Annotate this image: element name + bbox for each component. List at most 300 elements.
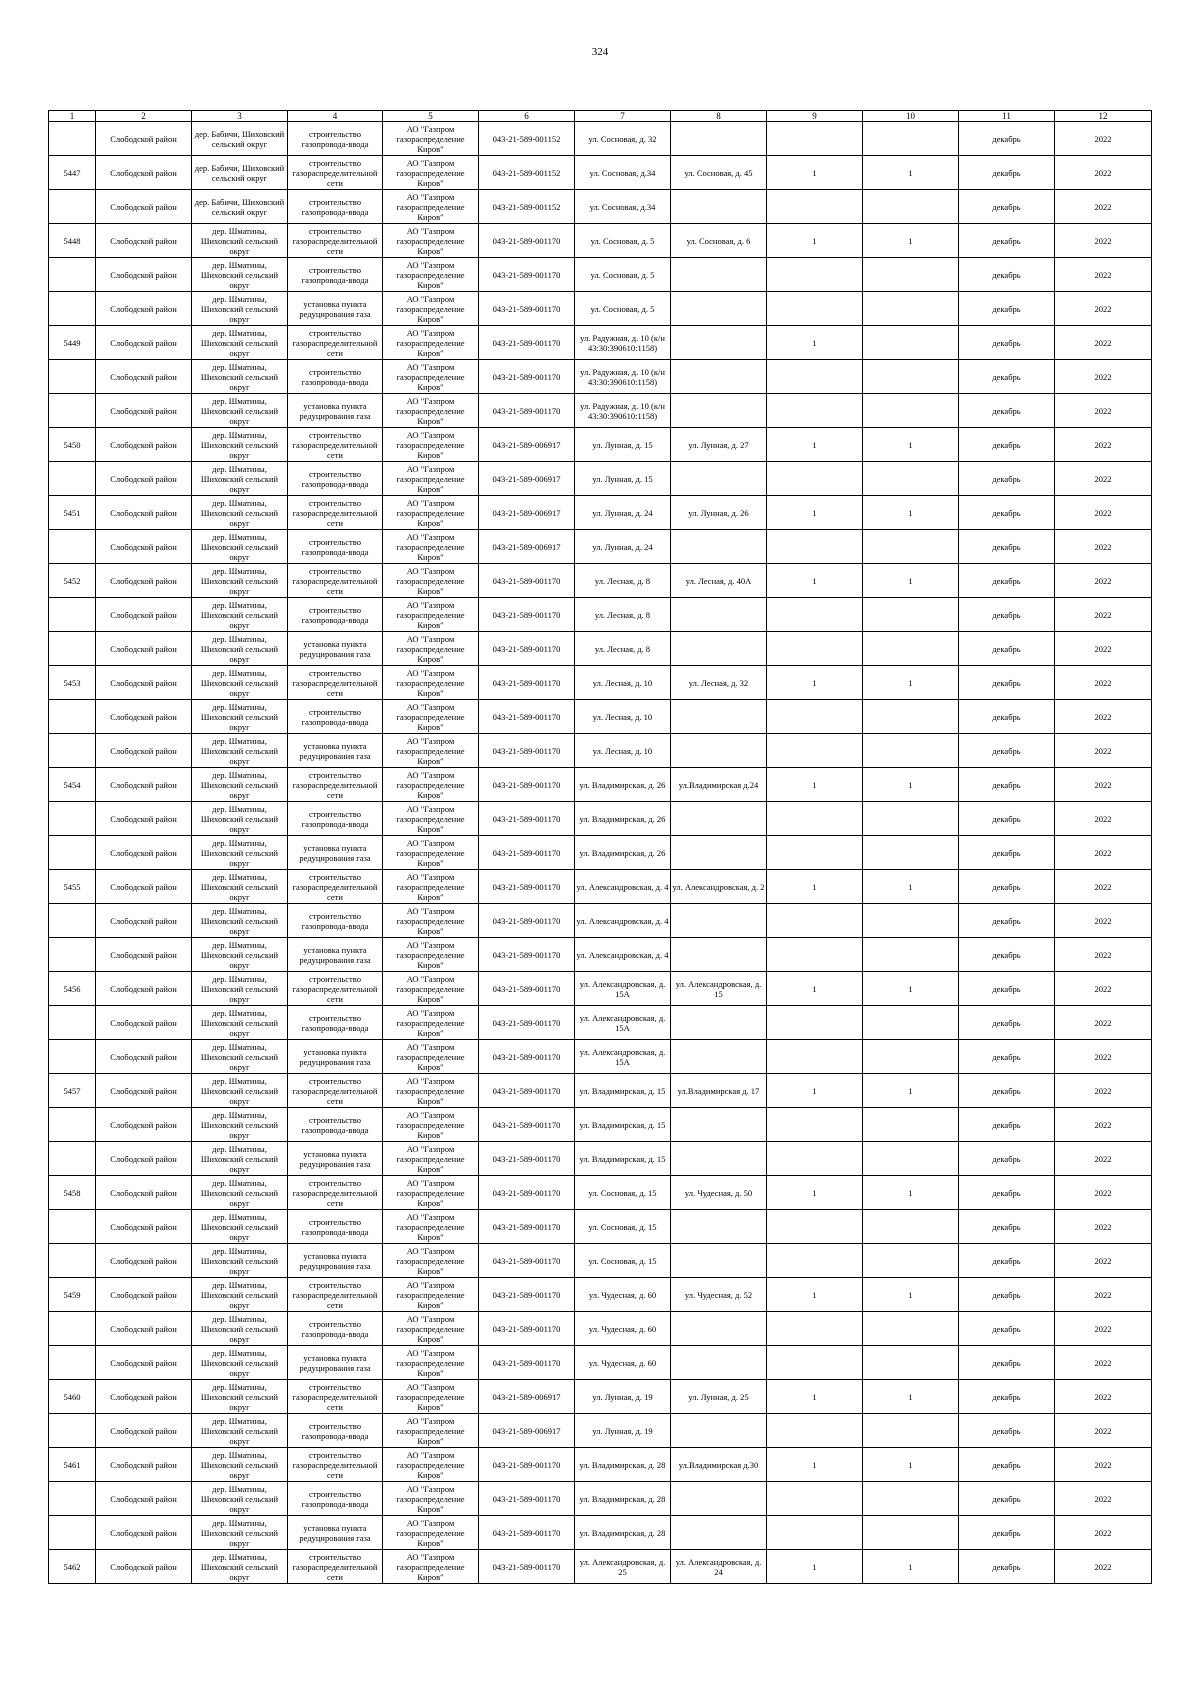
table-cell (96, 1278, 192, 1312)
table-cell (767, 462, 863, 496)
table-cell (383, 904, 479, 938)
cell-text: декабрь (992, 235, 1021, 246)
table-cell (863, 1210, 959, 1244)
cell-text: установка пункта редуцирования газа (299, 638, 371, 659)
cell-text: ул. Сосновая, д. 15 (588, 1187, 657, 1198)
table-cell (192, 1414, 288, 1448)
cell-text: АО "Газпром газораспределение Киров" (396, 1381, 465, 1412)
table-cell (863, 190, 959, 224)
cell-text: ул. Владимирская, д. 28 (579, 1493, 666, 1504)
table-cell (49, 1516, 96, 1550)
table-cell (863, 258, 959, 292)
cell-text: ул. Владимирская, д. 26 (579, 779, 666, 790)
cell-text: 5451 (63, 507, 81, 518)
cell-text: декабрь (992, 847, 1021, 858)
table-cell (288, 1448, 383, 1482)
cell-text: ул. Лунная, д. 19 (592, 1391, 653, 1402)
table-cell (192, 632, 288, 666)
table-cell (288, 802, 383, 836)
cell-text: 043-21-589-001170 (492, 881, 561, 892)
table-cell (479, 768, 575, 802)
table-cell (479, 156, 575, 190)
cell-text: АО "Газпром газораспределение Киров" (396, 395, 465, 426)
cell-text: 043-21-589-001170 (492, 1561, 561, 1572)
cell-text: декабрь (992, 1221, 1021, 1232)
table-cell (959, 1040, 1055, 1074)
table-cell (575, 1108, 671, 1142)
table-cell (575, 292, 671, 326)
table-cell (959, 768, 1055, 802)
cell-text: 043-21-589-001152 (492, 167, 561, 178)
cell-text: ул. Александровская, д. 24 (675, 1556, 762, 1577)
cell-text: ул. Владимирская, д. 15 (579, 1085, 666, 1096)
cell-text: 043-21-589-001170 (492, 1459, 561, 1470)
table-cell (767, 394, 863, 428)
cell-text: декабрь (992, 1323, 1021, 1334)
table-cell (575, 1278, 671, 1312)
table-row (49, 1448, 1152, 1482)
cell-text: дер. Шматины, Шиховский сельский округ (200, 1449, 279, 1480)
table-cell (49, 1414, 96, 1448)
cell-text: АО "Газпром газораспределение Киров" (396, 429, 465, 460)
cell-text: дер. Шматины, Шиховский сельский округ (200, 1109, 279, 1140)
cell-text: Слободской район (110, 779, 177, 790)
table-cell (959, 1414, 1055, 1448)
table-cell (767, 632, 863, 666)
cell-text: 2022 (1094, 1527, 1112, 1538)
cell-text: 1 (908, 1085, 913, 1096)
cell-text: ул. Лунная, д. 27 (688, 439, 749, 450)
table-cell (479, 1482, 575, 1516)
table-cell (192, 734, 288, 768)
cell-text: строительство газопровода-ввода (301, 536, 369, 557)
table-cell (479, 938, 575, 972)
table-cell (288, 870, 383, 904)
table-row (49, 734, 1152, 768)
cell-text: декабрь (992, 1153, 1021, 1164)
table-cell (1055, 496, 1152, 530)
table-cell (671, 190, 767, 224)
cell-text: 2022 (1094, 1017, 1112, 1028)
table-cell (383, 1414, 479, 1448)
table-cell (959, 394, 1055, 428)
cell-text: ул. Сосновая, д.34 (589, 201, 656, 212)
table-cell (959, 836, 1055, 870)
cell-text: Слободской район (110, 643, 177, 654)
cell-text: ул. Александровская, д. 15А (579, 978, 666, 999)
table-cell (767, 156, 863, 190)
table-cell (575, 768, 671, 802)
cell-text: АО "Газпром газораспределение Киров" (396, 225, 465, 256)
table-cell (1055, 1244, 1152, 1278)
table-cell (96, 666, 192, 700)
cell-text: 1 (908, 507, 913, 518)
table-cell (96, 598, 192, 632)
cell-text: дер. Шматины, Шиховский сельский округ (200, 395, 279, 426)
table-cell (96, 428, 192, 462)
table-cell (863, 326, 959, 360)
cell-text: декабрь (992, 1119, 1021, 1130)
table-cell (383, 1482, 479, 1516)
cell-text: 1 (812, 235, 817, 246)
table-cell (49, 428, 96, 462)
table-cell (863, 496, 959, 530)
cell-text: дер. Шматины, Шиховский сельский округ (200, 1517, 279, 1548)
table-cell (863, 1448, 959, 1482)
cell-text: декабрь (992, 1391, 1021, 1402)
table-cell (383, 1176, 479, 1210)
cell-text: 5459 (63, 1289, 81, 1300)
table-cell (1055, 972, 1152, 1006)
table-cell (288, 1074, 383, 1108)
table-cell (671, 1040, 767, 1074)
table-cell (863, 768, 959, 802)
cell-text: АО "Газпром газораспределение Киров" (396, 769, 465, 800)
table-cell (1055, 326, 1152, 360)
table-cell (671, 428, 767, 462)
table-cell (192, 1550, 288, 1584)
cell-text: 1 (908, 983, 913, 994)
table-cell (479, 394, 575, 428)
cell-text: 1 (812, 1459, 817, 1470)
cell-text: 043-21-589-006917 (492, 507, 561, 518)
cell-text: дер. Шматины, Шиховский сельский округ (200, 1551, 279, 1582)
table-cell (767, 1244, 863, 1278)
cell-text: Слободской район (110, 1255, 177, 1266)
table-row (49, 530, 1152, 564)
cell-text: 1 (908, 1391, 913, 1402)
table-cell (49, 360, 96, 394)
cell-text: декабрь (992, 813, 1021, 824)
cell-text: ул. Сосновая, д. 5 (590, 269, 655, 280)
table-cell (192, 564, 288, 598)
cell-text: Слободской район (110, 1085, 177, 1096)
table-cell (671, 326, 767, 360)
table-cell (575, 1142, 671, 1176)
table-cell (49, 1244, 96, 1278)
table-cell (575, 224, 671, 258)
cell-text: установка пункта редуцирования газа (299, 1046, 371, 1067)
cell-text: 2022 (1094, 371, 1112, 382)
cell-text: 5447 (63, 167, 81, 178)
column-header-8: 8 (671, 111, 767, 122)
cell-text: АО "Газпром газораспределение Киров" (396, 1211, 465, 1242)
cell-text: 1 (908, 575, 913, 586)
cell-text: Слободской район (110, 1527, 177, 1538)
cell-text: АО "Газпром газораспределение Киров" (396, 565, 465, 596)
cell-text: АО "Газпром газораспределение Киров" (396, 1551, 465, 1582)
cell-text: 2022 (1094, 1459, 1112, 1470)
table-cell (96, 1482, 192, 1516)
table-cell (288, 360, 383, 394)
cell-text: дер. Шматины, Шиховский сельский округ (200, 497, 279, 528)
cell-text: 2022 (1094, 235, 1112, 246)
table-cell (192, 394, 288, 428)
cell-text: ул. Александровская, д. 4 (576, 949, 669, 960)
table-cell (1055, 1040, 1152, 1074)
table-cell (192, 360, 288, 394)
table-cell (863, 802, 959, 836)
table-cell (671, 1516, 767, 1550)
table-row (49, 870, 1152, 904)
cell-text: 1 (812, 1289, 817, 1300)
table-cell (479, 224, 575, 258)
cell-text: ул. Чудесная, д. 60 (588, 1323, 657, 1334)
cell-text: декабрь (992, 609, 1021, 620)
table-cell (96, 1210, 192, 1244)
table-cell (383, 224, 479, 258)
table-cell (383, 1550, 479, 1584)
table-cell (288, 428, 383, 462)
cell-text: Слободской район (110, 235, 177, 246)
cell-text: 043-21-589-001170 (492, 1187, 561, 1198)
cell-text: 043-21-589-006917 (492, 541, 561, 552)
cell-text: 043-21-589-001170 (492, 983, 561, 994)
cell-text: 043-21-589-001170 (492, 1221, 561, 1232)
cell-text: АО "Газпром газораспределение Киров" (396, 599, 465, 630)
cell-text: 1 (908, 1459, 913, 1470)
cell-text: 043-21-589-001170 (492, 1357, 561, 1368)
cell-text: АО "Газпром газораспределение Киров" (396, 1143, 465, 1174)
table-cell (671, 1380, 767, 1414)
cell-text: 5455 (63, 881, 81, 892)
table-cell (288, 156, 383, 190)
table-cell (479, 632, 575, 666)
cell-text: дер. Шматины, Шиховский сельский округ (200, 667, 279, 698)
table-cell (96, 122, 192, 156)
table-cell (863, 1516, 959, 1550)
cell-text: ул. Радужная, д. 10 (к/н 43:30:390610:1158) (580, 400, 665, 421)
table-row (49, 904, 1152, 938)
cell-text: 1 (908, 881, 913, 892)
table-cell (1055, 1142, 1152, 1176)
cell-text: АО "Газпром газораспределение Киров" (396, 1075, 465, 1106)
cell-text: строительство газораспределительной сети (292, 497, 378, 528)
cell-text: Слободской район (110, 711, 177, 722)
cell-text: дер. Шматины, Шиховский сельский округ (200, 1041, 279, 1072)
table-cell (959, 156, 1055, 190)
table-cell (575, 462, 671, 496)
cell-text: 2022 (1094, 1561, 1112, 1572)
table-cell (767, 1482, 863, 1516)
table-cell (1055, 190, 1152, 224)
table-cell (96, 1550, 192, 1584)
cell-text: ул. Радужная, д. 10 (к/н 43:30:390610:1158) (580, 366, 665, 387)
table-cell (863, 734, 959, 768)
cell-text: строительство газопровода-ввода (301, 128, 369, 149)
cell-text: 2022 (1094, 541, 1112, 552)
table-cell (767, 1142, 863, 1176)
cell-text: дер. Шматины, Шиховский сельский округ (200, 1313, 279, 1344)
table-cell (49, 1346, 96, 1380)
cell-text: Слободской район (110, 949, 177, 960)
table-cell (49, 1074, 96, 1108)
cell-text: декабрь (992, 643, 1021, 654)
table-cell (192, 1448, 288, 1482)
table-cell (49, 530, 96, 564)
cell-text: Слободской район (110, 745, 177, 756)
table-cell (1055, 768, 1152, 802)
table-cell (383, 326, 479, 360)
cell-text: дер. Шматины, Шиховский сельский округ (200, 1211, 279, 1242)
cell-text: АО "Газпром газораспределение Киров" (396, 293, 465, 324)
table-cell (479, 1210, 575, 1244)
cell-text: 043-21-589-001170 (492, 779, 561, 790)
table-cell (383, 496, 479, 530)
cell-text: ул. Радужная, д. 10 (к/н 43:30:390610:1158) (580, 332, 665, 353)
table-cell (959, 632, 1055, 666)
table-row (49, 292, 1152, 326)
table-cell (96, 496, 192, 530)
table-cell (1055, 1550, 1152, 1584)
cell-text: Слободской район (110, 541, 177, 552)
table-cell (671, 292, 767, 326)
cell-text: дер. Бабичи, Шиховский сельский округ (194, 128, 285, 149)
table-cell (863, 700, 959, 734)
table-cell (383, 1448, 479, 1482)
column-header-4: 4 (288, 111, 383, 122)
table-cell (192, 1278, 288, 1312)
cell-text: ул. Александровская, д. 4 (576, 915, 669, 926)
table-cell (671, 1108, 767, 1142)
table-cell (49, 1040, 96, 1074)
cell-text: 2022 (1094, 881, 1112, 892)
cell-text: Слободской район (110, 303, 177, 314)
cell-text: 043-21-589-001170 (492, 609, 561, 620)
cell-text: Слободской район (110, 1425, 177, 1436)
table-cell (575, 1244, 671, 1278)
cell-text: декабрь (992, 1357, 1021, 1368)
table-cell (671, 1006, 767, 1040)
table-row (49, 836, 1152, 870)
cell-text: дер. Шматины, Шиховский сельский округ (200, 837, 279, 868)
cell-text: ул. Александровская, д. 2 (672, 881, 765, 892)
table-row (49, 360, 1152, 394)
table-cell (479, 904, 575, 938)
table-cell (575, 1516, 671, 1550)
cell-text: 1 (812, 1187, 817, 1198)
table-cell (479, 1176, 575, 1210)
table-cell (959, 224, 1055, 258)
cell-text: АО "Газпром газораспределение Киров" (396, 1007, 465, 1038)
cell-text: ул. Владимирская, д. 15 (579, 1119, 666, 1130)
table-cell (192, 1040, 288, 1074)
cell-text: декабрь (992, 983, 1021, 994)
cell-text: АО "Газпром газораспределение Киров" (396, 1449, 465, 1480)
cell-text: строительство газопровода-ввода (301, 1216, 369, 1237)
table-row (49, 1550, 1152, 1584)
table-row (49, 258, 1152, 292)
cell-text: строительство газораспределительной сети (292, 157, 378, 188)
table-cell (671, 870, 767, 904)
table-cell (671, 360, 767, 394)
table-cell (959, 938, 1055, 972)
cell-text: ул. Александровская, д. 15А (579, 1012, 666, 1033)
cell-text: ул. Чудесная, д. 60 (588, 1289, 657, 1300)
table-row (49, 1006, 1152, 1040)
table-cell (49, 1006, 96, 1040)
table-row (49, 1108, 1152, 1142)
cell-text: декабрь (992, 915, 1021, 926)
cell-text: 2022 (1094, 575, 1112, 586)
cell-text: Слободской район (110, 167, 177, 178)
cell-text: ул.Владимирская д. 17 (677, 1085, 760, 1096)
table-cell (49, 1482, 96, 1516)
table-cell (671, 1346, 767, 1380)
table-cell (863, 1550, 959, 1584)
cell-text: 043-21-589-001170 (492, 643, 561, 654)
table-cell (575, 156, 671, 190)
cell-text: 1 (812, 337, 817, 348)
table-cell (49, 1278, 96, 1312)
table-cell (192, 224, 288, 258)
table-cell (383, 632, 479, 666)
cell-text: 043-21-589-006917 (492, 473, 561, 484)
table-cell (671, 802, 767, 836)
table-row (49, 598, 1152, 632)
table-cell (959, 1550, 1055, 1584)
table-cell (96, 1176, 192, 1210)
table-cell (767, 564, 863, 598)
table-cell (767, 1278, 863, 1312)
table-cell (288, 598, 383, 632)
table-cell (959, 1346, 1055, 1380)
cell-text: декабрь (992, 473, 1021, 484)
table-cell (863, 530, 959, 564)
table-cell (767, 1448, 863, 1482)
cell-text: АО "Газпром газораспределение Киров" (396, 1279, 465, 1310)
header-row (49, 111, 1152, 122)
table-cell (671, 156, 767, 190)
cell-text: ул. Чудесная, д. 50 (684, 1187, 753, 1198)
table-cell (192, 496, 288, 530)
table-cell (479, 1142, 575, 1176)
cell-text: 1 (908, 1187, 913, 1198)
table-cell (383, 1244, 479, 1278)
table-cell (671, 938, 767, 972)
cell-text: Слободской район (110, 337, 177, 348)
table-cell (49, 224, 96, 258)
cell-text: дер. Шматины, Шиховский сельский округ (200, 599, 279, 630)
cell-text: АО "Газпром газораспределение Киров" (396, 1347, 465, 1378)
table-cell (96, 904, 192, 938)
cell-text: 2022 (1094, 167, 1112, 178)
table-cell (383, 1278, 479, 1312)
table-cell (863, 666, 959, 700)
cell-text: 2022 (1094, 1255, 1112, 1266)
cell-text: 2022 (1094, 1493, 1112, 1504)
table-cell (49, 666, 96, 700)
table-cell (288, 1414, 383, 1448)
cell-text: строительство газопровода-ввода (301, 1012, 369, 1033)
table-cell (863, 1244, 959, 1278)
table-cell (863, 904, 959, 938)
table-cell (49, 462, 96, 496)
table-cell (383, 1074, 479, 1108)
cell-text: Слободской район (110, 1051, 177, 1062)
table-cell (1055, 904, 1152, 938)
cell-text: 2022 (1094, 1357, 1112, 1368)
cell-text: декабрь (992, 303, 1021, 314)
table-cell (767, 428, 863, 462)
table-cell (863, 1482, 959, 1516)
table-cell (863, 292, 959, 326)
table-cell (863, 394, 959, 428)
cell-text: Слободской район (110, 405, 177, 416)
cell-text: дер. Шматины, Шиховский сельский округ (200, 1075, 279, 1106)
cell-text: АО "Газпром газораспределение Киров" (396, 1245, 465, 1276)
table-cell (288, 1176, 383, 1210)
